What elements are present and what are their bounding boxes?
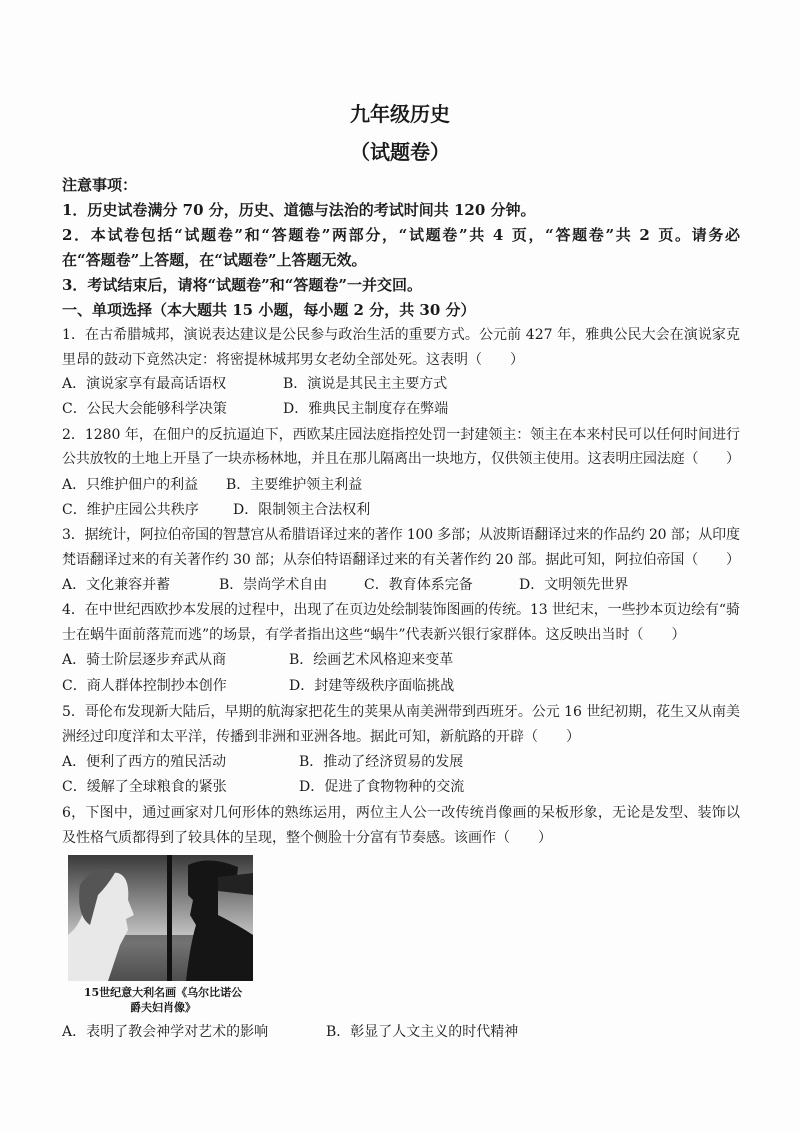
- question-6-stem: 6，下图中，通过画家对几何形体的熟练运用，两位主人公一改传统肖像画的呆板形象，无论是发型、装饰以: [62, 805, 741, 821]
- question-3-option-c: C．教育体系完备: [364, 577, 473, 593]
- question-2-option-d: D．限制领主合法权利: [233, 502, 371, 518]
- question-1-option-c: C．公民大会能够科学决策: [62, 401, 227, 417]
- question-3-option-b: B．崇尚学术自由: [219, 577, 328, 593]
- question-1-option-a: A．演说家享有最高话语权: [62, 376, 227, 392]
- question-2-option-b: B．主要维护领主利益: [226, 477, 363, 493]
- question-4-option-c: C．商人群体控制抄本创作: [62, 678, 227, 694]
- question-2-stem: 公共放牧的土地上开垦了一块赤杨林地，并且在那儿隔离出一块地方，仅供领主使用。这表明庄园法庭（ ）: [62, 451, 740, 467]
- note-line: 3．考试结束后，请将“试题卷”和“答题卷”一并交回。: [62, 276, 422, 294]
- page-title: 九年级历史: [350, 102, 450, 126]
- question-4-stem: 士在蜗牛面前落荒而逃”的场景，有学者指出这些“蜗牛”代表新兴银行家群体。这反映出当时（ ）: [62, 627, 686, 643]
- question-5-option-b: B．推动了经济贸易的发展: [299, 754, 464, 770]
- question-1-stem: 里昂的鼓动下竟然决定：将密提林城邦男女老幼全部处死。这表明（ ）: [62, 352, 524, 368]
- note-line: 2．本试卷包括“试题卷”和“答题卷”两部分，“试题卷”共 4 页，“答题卷”共 2 页。请务必: [62, 226, 742, 244]
- question-4-option-d: D．封建等级秩序面临挑战: [289, 678, 455, 694]
- painting-caption: 爵夫妇肖像》: [130, 1001, 196, 1014]
- question-3-option-d: D．文明领先世界: [519, 577, 629, 593]
- page-subtitle: （试题卷）: [350, 140, 450, 164]
- question-3-stem: 梵语翻译过来的有关著作约 30 部；从奈伯特语翻译过来的有关著作约 20 部。据此可知，阿拉伯帝国（ ）: [62, 552, 740, 568]
- question-6-option-b: B．彰显了人文主义的时代精神: [326, 1024, 519, 1040]
- painting-caption: 15世纪意大利名画《乌尔比诺公: [83, 986, 243, 999]
- notes-heading: 注意事项：: [62, 176, 138, 194]
- question-3-option-a: A．文化兼容并蓄: [62, 577, 171, 593]
- question-4-option-b: B．绘画艺术风格迎来变革: [289, 652, 454, 668]
- question-1-stem: 1．在古希腊城邦，演说表达建议是公民参与政治生活的重要方式。公元前 427 年，雅典公民大会在演说家克: [62, 327, 741, 343]
- note-line: 在“答题卷”上答题，在“试题卷”上答题无效。: [62, 251, 367, 269]
- portrait-painting-image: [68, 855, 253, 981]
- question-2-option-a: A．只维护佃户的利益: [62, 477, 199, 493]
- question-2-stem: 2．1280 年，在佃户的反抗逼迫下，西欧某庄园法庭指控处罚一封建领主：领主在本来村民可以任何时间进行: [62, 427, 740, 443]
- question-5-option-a: A．便利了西方的殖民活动: [62, 754, 227, 770]
- question-5-stem: 5．哥伦布发现新大陆后，早期的航海家把花生的荚果从南美洲带到西班牙。公元 16 世纪初期，花生又从南美: [62, 704, 740, 720]
- question-6-option-a: A．表明了教会神学对艺术的影响: [62, 1024, 269, 1040]
- question-2-option-c: C．维护庄园公共秩序: [62, 502, 199, 518]
- question-5-option-c: C．缓解了全球粮食的紧张: [62, 779, 227, 795]
- question-4-option-a: A．骑士阶层逐步弃武从商: [62, 652, 227, 668]
- question-6-stem: 及性格气质都得到了较具体的呈现，整个侧脸十分富有节奏感。该画作（ ）: [62, 830, 552, 846]
- section-heading: 一、单项选择（本大题共 15 小题，每小题 2 分，共 30 分）: [62, 301, 476, 319]
- question-1-option-b: B．演说是其民主主要方式: [283, 376, 448, 392]
- question-5-stem: 洲经过印度洋和太平洋，传播到非洲和亚洲各地。据此可知，新航路的开辟（ ）: [62, 729, 580, 745]
- question-3-stem: 3．据统计，阿拉伯帝国的智慧宫从希腊语译过来的著作 100 多部；从波斯语翻译过来的作品约 20 部；从印度: [62, 527, 740, 543]
- question-5-option-d: D．促进了食物物种的交流: [299, 779, 465, 795]
- question-4-stem: 4．在中世纪西欧抄本发展的过程中，出现了在页边处绘制装饰图画的传统。13 世纪末，一些抄本页边绘有“骑: [62, 602, 740, 618]
- note-line: 1．历史试卷满分 70 分，历史、道德与法治的考试时间共 120 分钟。: [62, 201, 536, 219]
- question-1-option-d: D．雅典民主制度存在弊端: [283, 401, 449, 417]
